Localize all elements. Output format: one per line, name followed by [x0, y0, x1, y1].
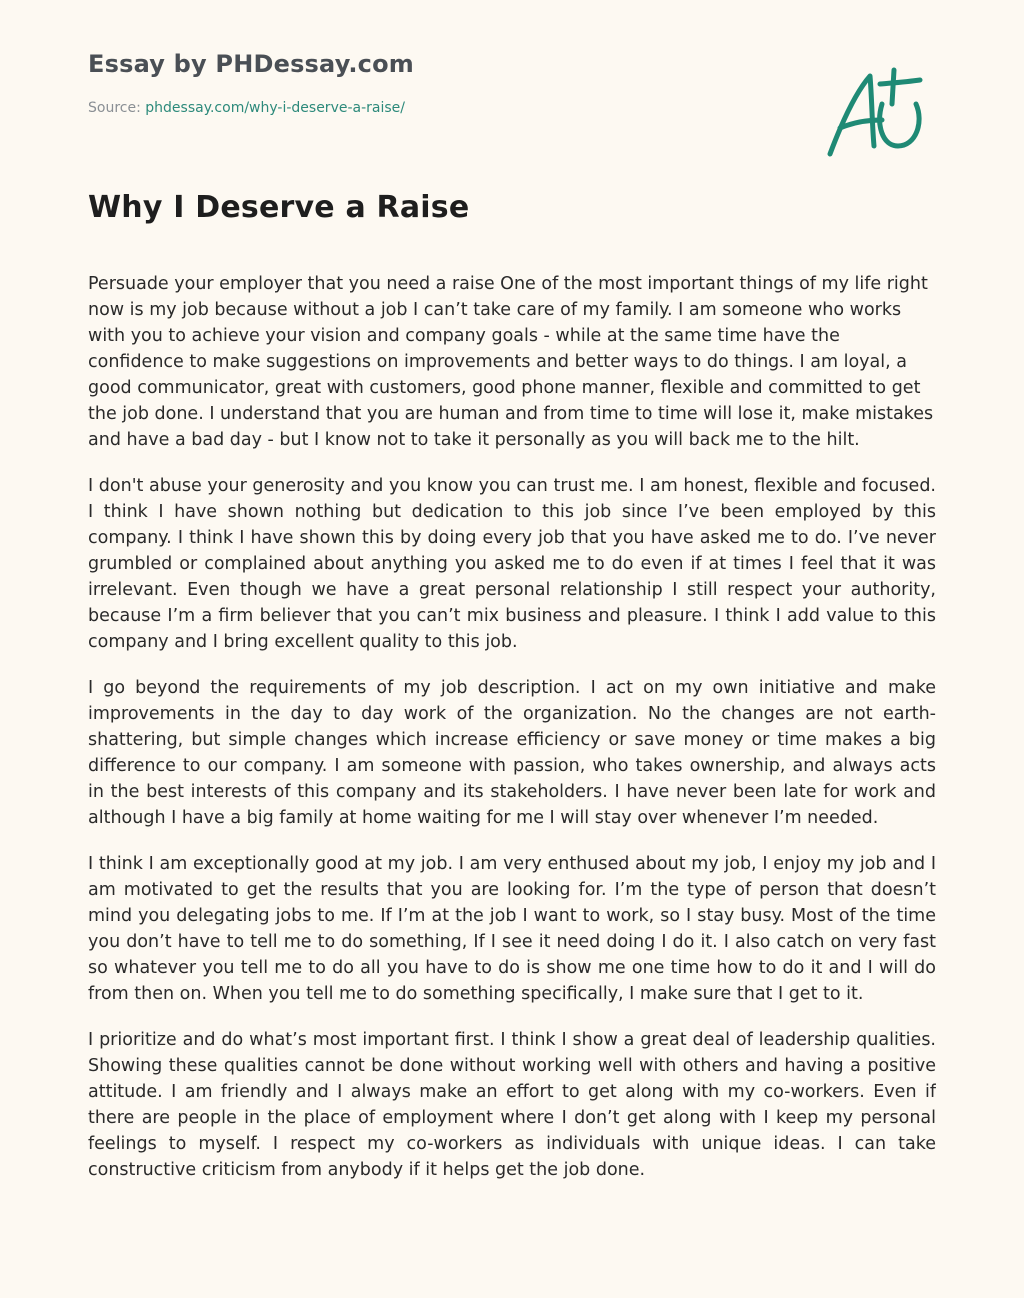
- paragraph: Persuade your employer that you need a raise One of the most important things of my life right now is my job because without a job I can’t take care of my family. I am someone who works with you to achieve your vision and company goals - while at the same time have the confidence to make suggestions on improvements and better ways to do things. I am loyal, a good communicator, great with customers, good phone manner, flexible and committed to get the job done. I understand that you are human and from time to time will lose it, make mistakes and have a bad day - but I know not to take it personally as you will back me to the hilt.: [88, 274, 934, 450]
- paragraph: I don't abuse your generosity and you know you can trust me. I am honest, flexible and focused. I think I have shown nothing but dedication to this job since I’ve been employed by this company. I think I have shown this by doing every job that you have asked me to do. I’ve never grumbled or complained about anything you asked me to do even if at times I feel that it was irrelevant. Even though we have a great personal relationship I still respect your authority, because I’m a firm believer that you can’t mix business and pleasure. I think I add value to this company and I bring excellent quality to this job.: [88, 476, 936, 652]
- paragraph: I go beyond the requirements of my job description. I act on my own initiative and make improvements in the day to day work of the organization. No the changes are not earth-shattering, but simple changes which increase efficiency or save money or time makes a big difference to our company. I am someone with passion, who takes ownership, and always acts in the best interests of this company and its stakeholders. I have never been late for work and although I have a big family at home waiting for me I will stay over whenever I’m needed.: [88, 678, 936, 828]
- a-plus-logo-icon: [820, 62, 930, 162]
- paragraph: I prioritize and do what’s most important first. I think I show a great deal of leadership qualities. Showing these qualities cannot be done without working well with others and having a positive attitude. I am friendly and I always make an effort to get along with my co-workers. Even if there are people in the place of employment where I don’t get along with I keep my personal feelings to myself. I respect my co-workers as individuals with unique ideas. I can take constructive criticism from anybody if it helps get the job done.: [88, 1030, 936, 1180]
- site-title: Essay by PHDessay.com: [88, 50, 414, 78]
- document-title: Why I Deserve a Raise: [88, 190, 470, 225]
- essay-body: [88, 271, 936, 1249]
- source-link[interactable]: phdessay.com/why-i-deserve-a-raise/: [145, 100, 405, 116]
- paragraph: I think I am exceptionally good at my job. I am very enthused about my job, I enjoy my job and I am motivated to get the results that you are looking for. I’m the type of person that doesn’t mind you delegating jobs to me. If I’m at the job I want to work, so I stay busy. Most of the time you don’t have to tell me to do something, If I see it need doing I do it. I also catch on very fast so whatever you tell me to do all you have to do is show me one time how to do it and I will do from then on. When you tell me to do something specifically, I make sure that I get to it.: [88, 854, 936, 1004]
- source-line: [88, 100, 414, 116]
- source-label: Source:: [88, 100, 146, 116]
- site-header: [88, 50, 414, 116]
